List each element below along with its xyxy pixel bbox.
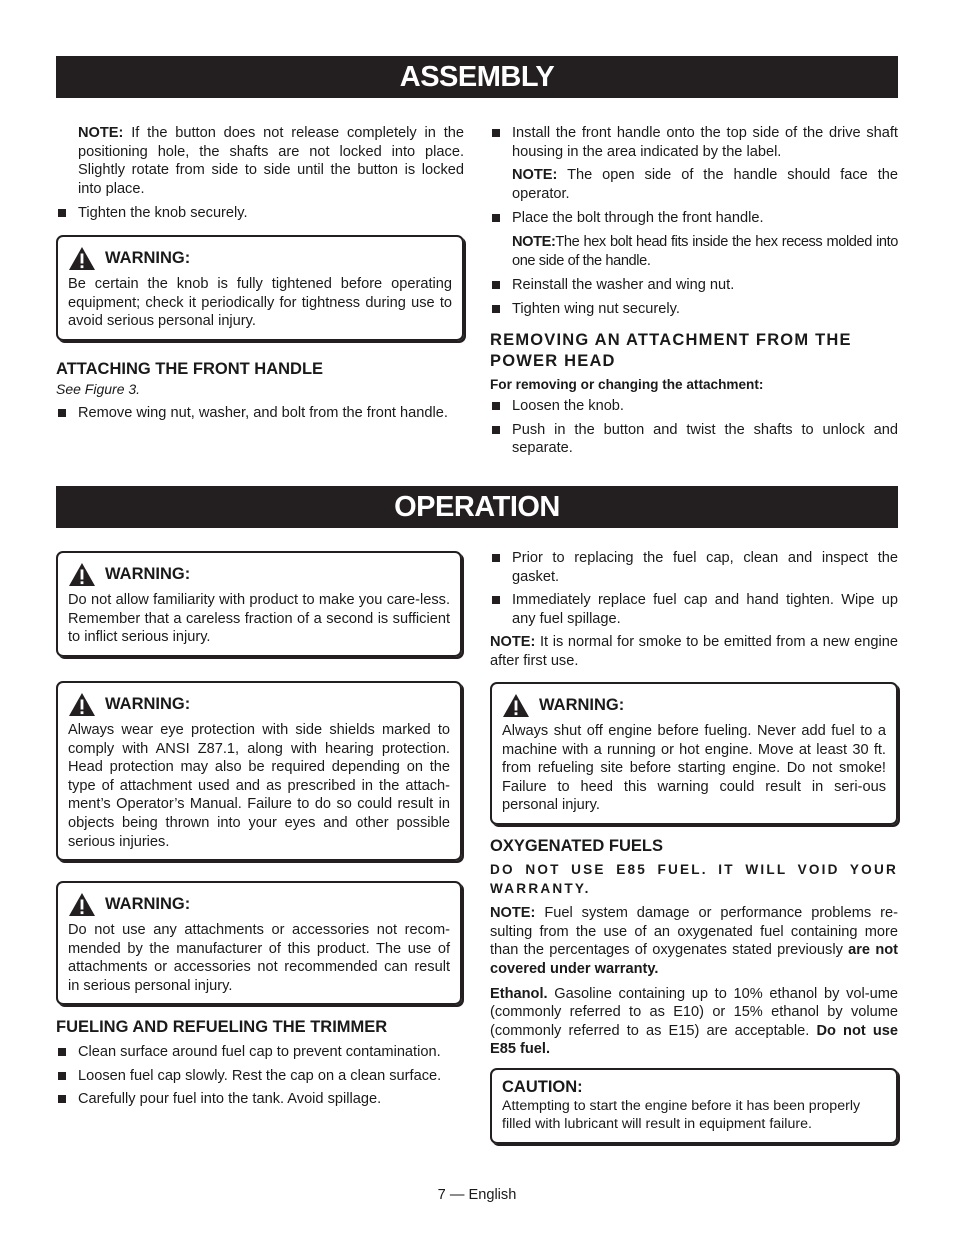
warning-box-eye-protection [56,681,462,861]
warning-triangle-icon [68,892,96,917]
fueling-section [56,1017,464,1114]
caution-text: Attempting to start the engine before it has been properly filled with lubricant will result in equipment failure. [502,1097,861,1133]
warning-title: WARNING: [105,895,191,914]
operation-left-column [56,551,462,657]
bullet-place-bolt: Place the bolt through the front handle. [490,209,898,228]
warning-triangle-icon [68,246,96,271]
bullet-push-button: Push in the button and twist the shafts to unlock and separate. [490,421,898,458]
warning-box-familiarity [56,551,462,657]
caution-box [490,1068,898,1144]
page-footer: 7 — English [437,1187,517,1203]
warning-title: WARNING: [105,249,191,268]
bullet-reinstall-washer: Reinstall the washer and wing nut. [490,276,898,295]
warning-title: WARNING: [105,695,191,714]
assembly-section-title: ASSEMBLY [56,56,898,98]
bullet-tighten-knob: Tighten the knob securely. [56,204,464,223]
bullet-loosen-fuel-cap: Loosen fuel cap slowly. Rest the cap on a clean surface. [56,1067,464,1086]
note-smoke: NOTE: It is normal for smoke to be emitted from a new engine after first use. [490,634,898,669]
warning-triangle-icon [68,562,96,587]
note-open-side: NOTE: The open side of the handle should face the operator. [512,167,898,202]
bullet-replace-fuel-cap: Immediately replace fuel cap and hand tighten. Wipe up any fuel spillage. [490,591,898,628]
bullet-remove-wing-nut: Remove wing nut, washer, and bolt from the front handle. [56,404,464,423]
bullet-pour-fuel: Carefully pour fuel into the tank. Avoid spillage. [56,1090,464,1109]
bullet-loosen-knob: Loosen the knob. [490,397,898,416]
caution-title: CAUTION: [502,1078,583,1096]
warning-box-fueling [490,682,898,825]
warning-box-attachments [56,881,462,1005]
bullet-inspect-gasket: Prior to replacing the fuel cap, clean and inspect the gasket. [490,549,898,586]
e85-warning-text: DO NOT USE E85 FUEL. IT WILL VOID YOUR WARRANTY. [490,862,898,896]
assembly-left-column [56,124,464,428]
removing-subheading: For removing or changing the attachment: [490,377,764,393]
see-figure-reference: See Figure 3. [56,380,141,397]
warning-title: WARNING: [539,696,625,715]
operation-section-title: OPERATION [56,486,898,528]
warning-title: WARNING: [105,565,191,584]
bullet-install-front-handle: Install the front handle onto the top side of the drive shaft housing in the area indicated by the label. [490,124,898,161]
attaching-front-handle-heading: ATTACHING THE FRONT HANDLE [56,359,324,378]
assembly-right-column [490,124,898,463]
note-hex-bolt: NOTE:The hex bolt head fits inside the hex recess molded into one side of the handle. [512,233,898,269]
fueling-heading: FUELING AND REFUELING THE TRIMMER [56,1018,388,1036]
warning-text: Do not use any attachments or accessories not recom-mended by the manufacturer of this product. The use of attachments or accessories not recommended can result in serious personal injury. [68,922,450,994]
bullet-tighten-wing-nut: Tighten wing nut securely. [490,300,898,319]
oxygenated-fuels-section [490,836,898,1065]
assembly-warning-box [56,235,464,341]
note-oxygenated-fuel: NOTE: Fuel system damage or performance problems re-sulting from the use of an oxygenated fuel containing more than the percentages of oxygenates stated previously are not covered under warranty. [490,905,899,977]
warning-text: Always shut off engine before fueling. Never add fuel to a machine with a running or hot engine. Move at least 30 ft. from refueling site before starting engine. Do not smoke! Failure to heed this warning could result in seri-ous personal injury. [502,723,886,814]
oxygenated-fuels-heading: OXYGENATED FUELS [490,837,663,855]
warning-triangle-icon [68,692,96,717]
assembly-note-button: NOTE: If the button does not release completely in the positioning hole, the shafts are not locked into place. Slightly rotate from side to side until the button is locked into place. [78,125,464,197]
warning-triangle-icon [502,693,530,718]
removing-attachment-heading: REMOVING AN ATTACHMENT FROM THE POWER HEAD [490,331,852,371]
warning-text: Always wear eye protection with side shields marked to comply with ANSI Z87.1, along with hearing protection. Head protection may also be required depending on the type of attachment used and as prescribed in the attach-ment’s Operator’s Manual. Failure to do so could result in objects being thrown into your eyes and other possible serious injuries. [68,722,450,850]
ethanol-paragraph: Ethanol. Gasoline containing up to 10% ethanol by vol-ume (commonly referred to as E10) or 15% ethanol by volume (commonly referred to as E15) are acceptable. Do not use E85 fuel. [490,985,898,1058]
warning-text: Do not allow familiarity with product to make you care-less. Remember that a careless fraction of a second is sufficient to inflict serious injury. [68,592,450,646]
operation-right-column [490,549,898,677]
warning-text: Be certain the knob is fully tightened before operating equipment; check it periodically for tightness during use to avoid serious personal injury. [68,275,452,330]
bullet-clean-surface: Clean surface around fuel cap to prevent contamination. [56,1043,464,1062]
